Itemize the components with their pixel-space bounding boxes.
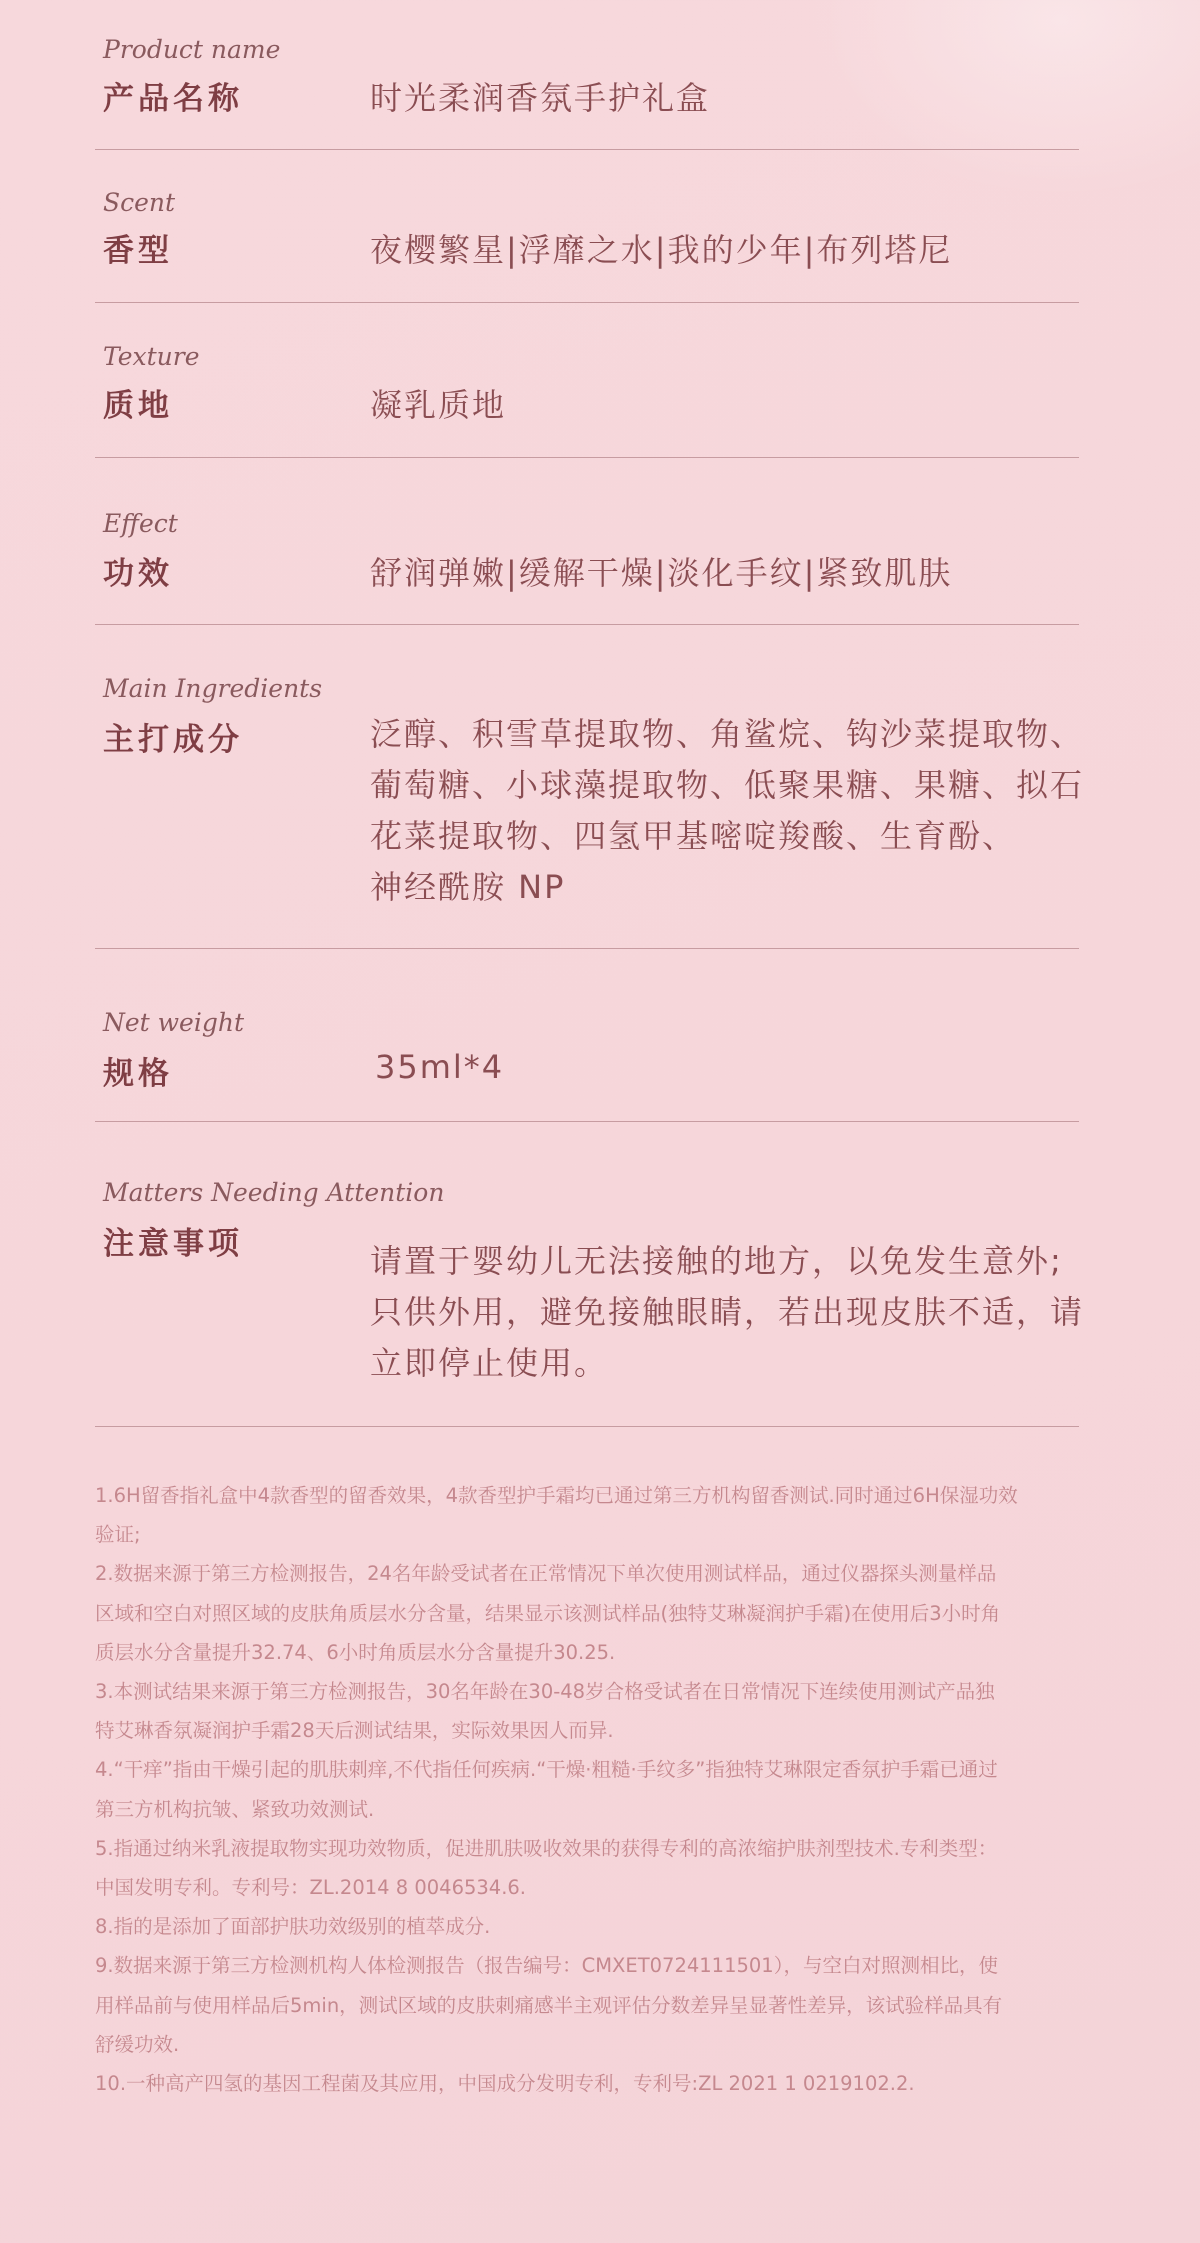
divider <box>95 948 1079 949</box>
footnote-line: 质层水分含量提升32.74、6小时角质层水分含量提升30.25. <box>95 1640 616 1664</box>
footnote-line: 9.数据来源于第三方检测机构人体检测报告（报告编号：CMXET0724111501），与空白对照测相比，使 <box>95 1954 998 1978</box>
footnote-line: 2.数据来源于第三方检测报告，24名年龄受试者在正常情况下单次使用测试样品，通过仪器探头测量样品 <box>95 1562 997 1586</box>
divider <box>95 1121 1079 1122</box>
label-zh-texture: 质地 <box>103 388 173 424</box>
value-scent: 夜樱繁星|浮靡之水|我的少年|布列塔尼 <box>370 231 953 269</box>
footnote-line: 第三方机构抗皱、紧致功效测试. <box>95 1797 375 1821</box>
attention-line: 请置于婴幼儿无法接触的地方，以免发生意外; <box>370 1242 1063 1280</box>
footnote-line: 舒缓功效. <box>95 2032 180 2056</box>
ingredients-line: 花菜提取物、四氢甲基嘧啶羧酸、生育酚、 <box>370 817 1017 855</box>
footnote-line: 1.6H留香指礼盒中4款香型的留香效果，4款香型护手霜均已通过第三方机构留香测试.同时通过6H保湿功效 <box>95 1484 1018 1507</box>
label-zh-net-weight: 规格 <box>103 1056 173 1092</box>
divider <box>95 302 1079 303</box>
footnote-line: 8.指的是添加了面部护肤功效级别的植萃成分. <box>95 1915 491 1939</box>
ingredients-line: 葡萄糖、小球藻提取物、低聚果糖、果糖、拟石 <box>370 766 1085 804</box>
footnote-line: 区域和空白对照区域的皮肤角质层水分含量，结果显示该测试样品(独特艾琳凝润护手霜)在使用后3小时角 <box>95 1601 1001 1625</box>
divider <box>95 1426 1079 1427</box>
divider <box>95 457 1079 458</box>
value-product-name: 时光柔润香氛手护礼盒 <box>370 79 711 117</box>
label-zh-attention: 注意事项 <box>103 1226 243 1262</box>
footnote-line: 4.“干痒”指由干燥引起的肌肤刺痒,不代指任何疾病.“干燥·粗糙·手纹多”指独特艾琳限定香氛护手霜已通过 <box>95 1758 998 1782</box>
value-effect: 舒润弹嫩|缓解干燥|淡化手纹|紧致肌肤 <box>370 554 953 592</box>
attention-line: 立即停止使用。 <box>370 1344 609 1382</box>
value-texture: 凝乳质地 <box>370 386 507 424</box>
footnote-line: 特艾琳香氛凝润护手霜28天后测试结果，实际效果因人而异. <box>95 1719 614 1743</box>
divider <box>95 149 1079 150</box>
value-net-weight: 35ml*4 <box>375 1048 505 1086</box>
footnotes <box>95 1476 1105 2103</box>
footnote-line: 用样品前与使用样品后5min，测试区域的皮肤刺痛感半主观评估分数差异呈显著性差异，该试验样品具有 <box>95 1993 1003 2017</box>
footnote-line: 3.本测试结果来源于第三方检测报告，30名年龄在30-48岁合格受试者在日常情况下连续使用测试产品独 <box>95 1680 995 1704</box>
label-en-net-weight: Net weight <box>103 1008 245 1037</box>
ingredients-line: 泛醇、积雪草提取物、角鲨烷、钩沙菜提取物、 <box>370 715 1085 753</box>
label-en-effect: Effect <box>103 509 178 538</box>
footnote-line: 验证; <box>95 1523 141 1547</box>
footnote-line: 中国发明专利。专利号：ZL.2014 8 0046534.6. <box>95 1876 526 1900</box>
value-main-ingredients <box>370 709 1170 913</box>
label-zh-product-name: 产品名称 <box>103 81 243 117</box>
label-en-attention: Matters Needing Attention <box>103 1178 445 1207</box>
footnote-line: 10.一种高产四氢的基因工程菌及其应用，中国成分发明专利，专利号:ZL 2021 1 0219102.2. <box>95 2072 915 2096</box>
attention-line: 只供外用，避免接触眼睛，若出现皮肤不适，请 <box>370 1293 1085 1331</box>
label-en-scent: Scent <box>103 188 176 217</box>
label-zh-main-ingredients: 主打成分 <box>103 722 243 758</box>
label-en-texture: Texture <box>103 342 200 371</box>
ingredients-line: 神经酰胺 NP <box>370 868 566 906</box>
value-attention <box>370 1236 1170 1389</box>
label-zh-scent: 香型 <box>103 233 173 269</box>
background-glow <box>800 0 1200 200</box>
label-en-product-name: Product name <box>103 35 281 64</box>
footnote-line: 5.指通过纳米乳液提取物实现功效物质，促进肌肤吸收效果的获得专利的高浓缩护肤剂型技术.专利类型： <box>95 1836 998 1860</box>
divider <box>95 624 1079 625</box>
label-zh-effect: 功效 <box>103 556 173 592</box>
label-en-main-ingredients: Main Ingredients <box>103 674 323 703</box>
